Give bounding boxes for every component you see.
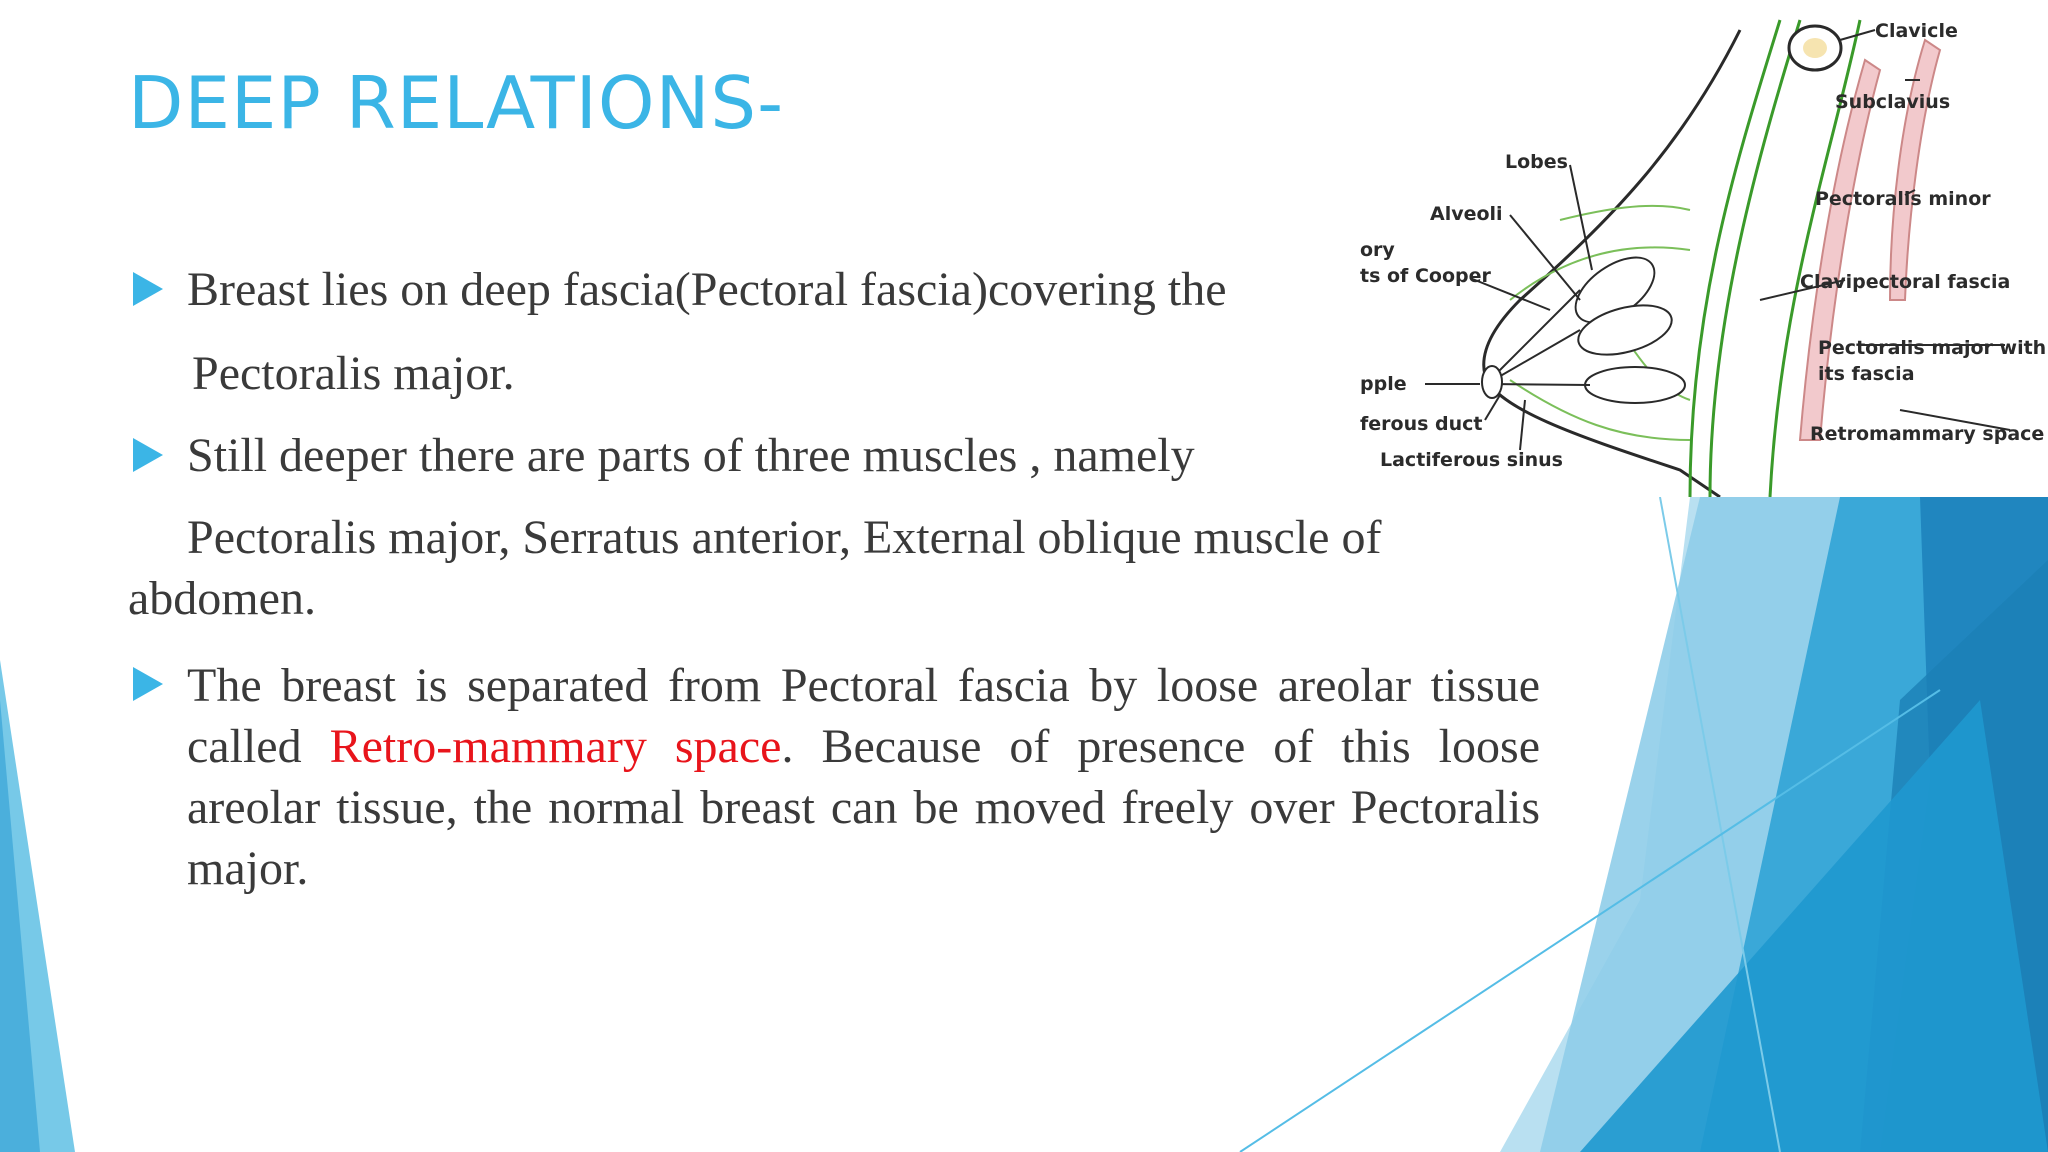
- label-retromammary-space: Retromammary space: [1810, 423, 2045, 445]
- label-pectoralis-minor: Pectoralis minor: [1815, 188, 1991, 210]
- label-pectoralis-major-2: its fascia: [1818, 363, 1915, 385]
- bullet-marker: [133, 438, 163, 472]
- label-lactiferous-duct: ferous duct: [1360, 413, 1483, 435]
- label-pectoralis-major-1: Pectoralis major with: [1818, 337, 2047, 359]
- label-alveoli: Alveoli: [1430, 203, 1503, 225]
- bullet-2-continuation: Pectoralis major, Serratus anterior, External oblique muscle of abdomen.: [128, 511, 1382, 625]
- bullet-1-text: Breast lies on deep fascia(Pectoral fascia)covering the: [187, 263, 1227, 316]
- bullet-marker: [133, 667, 163, 701]
- label-suspensory-1: ory: [1360, 239, 1395, 261]
- bullet-3-text: [187, 656, 1540, 900]
- label-suspensory-2: ts of Cooper: [1360, 265, 1491, 287]
- label-lobes: Lobes: [1505, 151, 1568, 173]
- label-nipple: pple: [1360, 373, 1407, 395]
- label-subclavius: Subclavius: [1835, 91, 1951, 113]
- label-clavipectoral-fascia: Clavipectoral fascia: [1800, 271, 2011, 293]
- retro-mammary-highlight: Retro-mammary space: [329, 719, 782, 773]
- breast-anatomy-figure: [1360, 0, 2048, 497]
- bullet-3-text-after: . Because of presence of this loose areolar tissue, the normal breast can be moved freely over Pectoralis major.: [187, 719, 1540, 895]
- label-lactiferous-sinus: Lactiferous sinus: [1380, 449, 1563, 471]
- label-clavicle: Clavicle: [1875, 20, 1958, 42]
- bullet-3-text-before: The breast is separated from Pectoral fascia by loose areolar tissue called: [187, 659, 1540, 773]
- page-title: DEEP RELATIONS-: [128, 61, 785, 145]
- bullet-1-continuation: Pectoralis major.: [192, 347, 515, 400]
- bullet-2-text: Still deeper there are parts of three muscles , namely: [187, 429, 1195, 482]
- bullet-marker: [133, 272, 163, 306]
